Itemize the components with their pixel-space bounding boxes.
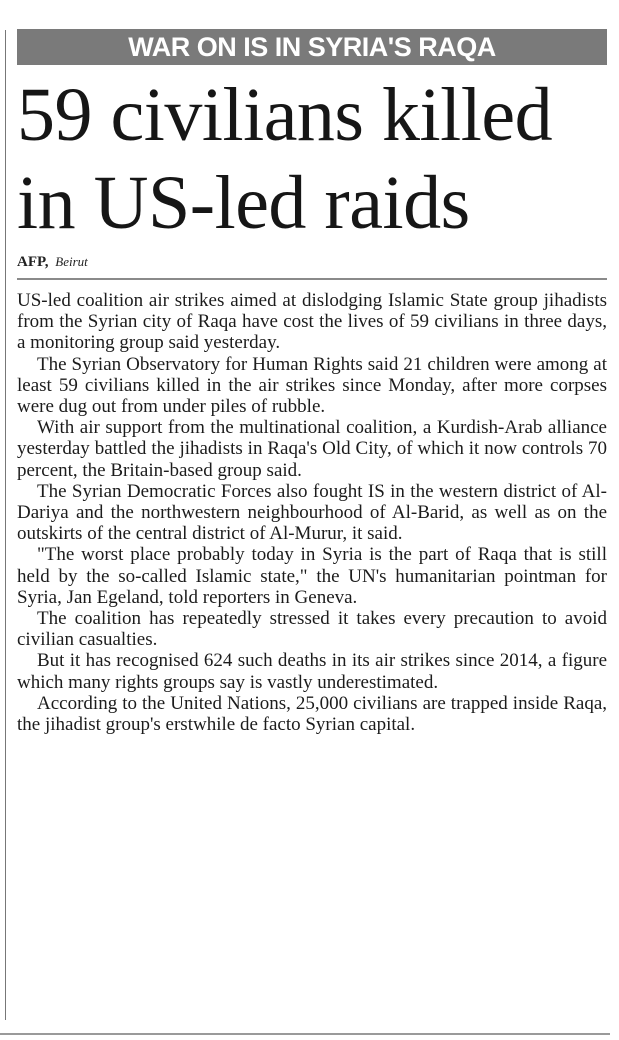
paragraph-7: But it has recognised 624 such deaths in its air strikes since 2014, a figure which many rights groups say is vastly underestimated.: [17, 650, 607, 693]
paragraph-8: According to the United Nations, 25,000 civilians are trapped inside Raqa, the jihadist group's erstwhile de facto Syrian capital.: [17, 692, 607, 736]
byline-divider: [17, 278, 607, 280]
bottom-rule: [0, 1033, 610, 1035]
paragraph-6: The coalition has repeatedly stressed it takes every precaution to avoid civilian casualties.: [17, 608, 607, 651]
article-body: [17, 290, 607, 735]
paragraph-5: "The worst place probably today in Syria is the part of Raqa that is still held by the so-called Islamic state," the UN's humanitarian pointman for Syria, Jan Egeland, told reporters in Geneva.: [17, 544, 607, 608]
headline-line-2: in US-led raids: [17, 161, 470, 245]
headline: [17, 71, 607, 247]
column-rule-left: [5, 30, 6, 1020]
byline-place: Beirut: [55, 254, 88, 269]
paragraph-3: With air support from the multinational coalition, a Kurdish-Arab alliance yesterday battled the jihadists in Raqa's Old City, of which it now controls 70 percent, the Britain-based group said.: [17, 417, 607, 481]
news-article: [17, 29, 607, 735]
paragraph-4: The Syrian Democratic Forces also fought IS in the western district of Al-Dariya and the northwestern neighbourhood of Al-Barid, as well as on the outskirts of the central district of Al-Murur, it said.: [17, 480, 607, 545]
headline-line-1: 59 civilians killed: [17, 73, 553, 157]
paragraph-1: US-led coalition air strikes aimed at dislodging Islamic State group jihadists from the Syrian city of Raqa have cost the lives of 59 civilians in three days, a monitoring group said yesterday.: [17, 290, 607, 354]
byline: [17, 253, 607, 271]
paragraph-2: The Syrian Observatory for Human Rights said 21 children were among at least 59 civilians killed in the air strikes since Monday, after more corpses were dug out from under piles of rubble.: [17, 353, 607, 418]
section-kicker: WAR ON IS IN SYRIA'S RAQA: [17, 29, 607, 65]
byline-agency: AFP,: [17, 254, 49, 270]
